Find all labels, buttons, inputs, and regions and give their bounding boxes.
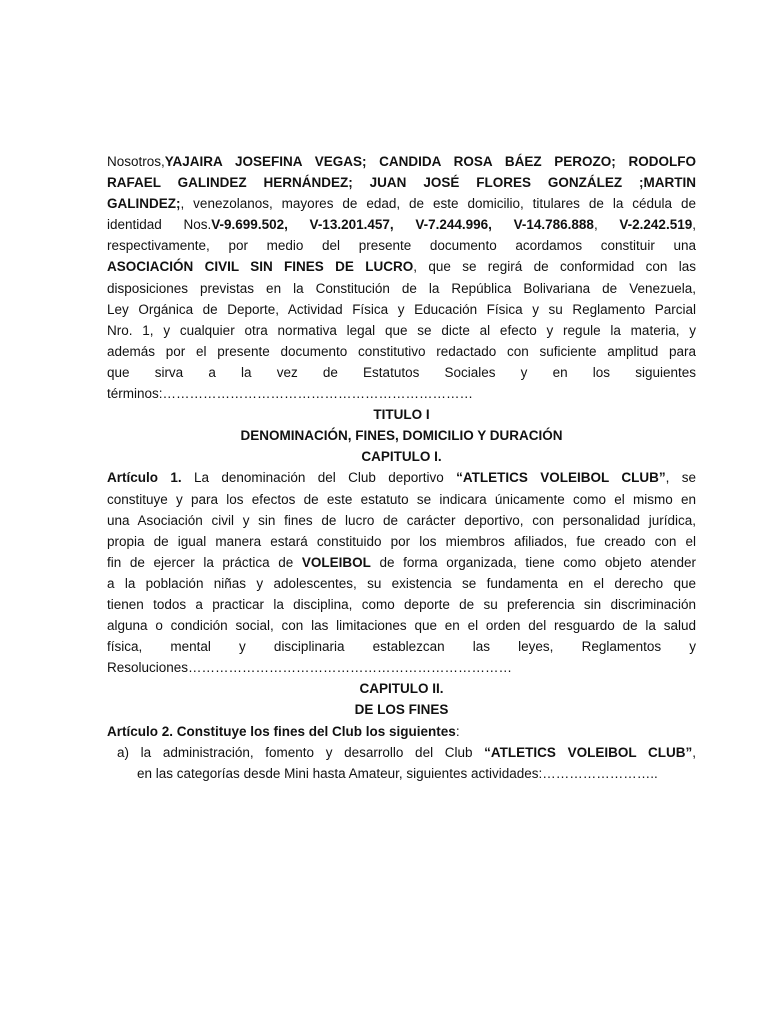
text-line: Artículo 1. La denominación del Club deportivo “ATLETICS VOLEIBOL CLUB”, se: [107, 470, 696, 486]
text-line: términos:……………………………………………………………: [107, 386, 474, 402]
text-line: alguna o condición social, con las limitaciones que en el orden del resguardo de la salud: [107, 618, 696, 634]
list-item-a: [107, 742, 696, 784]
text-line: en las categorías desde Mini hasta Amateur, siguientes actividades:……………………..: [137, 765, 658, 781]
text-line: tienen todos a practicar la disciplina, como deporte de su preferencia sin discriminación: [107, 596, 696, 612]
chapter-heading: CAPITULO I.: [361, 449, 442, 465]
text-line: Resoluciones………………………………………………………………: [107, 660, 513, 676]
section-heading: DE LOS FINES: [354, 702, 449, 718]
text-line: ASOCIACIÓN CIVIL SIN FINES DE LUCRO, que se regirá de conformidad con las: [107, 259, 696, 275]
article-2-title: Artículo 2. Constituye los fines del Club los siguientes:: [107, 723, 460, 739]
text-line: Nosotros,YAJAIRA JOSEFINA VEGAS; CANDIDA ROSA BÁEZ PEROZO; RODOLFO: [107, 154, 696, 169]
intro-paragraph: [107, 151, 696, 404]
title-heading: TITULO I: [373, 407, 430, 423]
text-line: a la población niñas y adolescentes, su existencia se fundamenta en el derecho que: [107, 575, 696, 591]
chapter-heading: CAPITULO II.: [359, 681, 444, 697]
text-line: identidad Nos.V-9.699.502, V-13.201.457, V-7.244.996, V-14.786.888, V-2.242.519,: [107, 217, 696, 233]
text-line: Ley Orgánica de Deporte, Actividad Física y Educación Física y su Reglamento Parcial: [107, 301, 696, 317]
text-line: RAFAEL GALINDEZ HERNÁNDEZ; JUAN JOSÉ FLORES GONZÁLEZ ;MARTIN: [107, 175, 696, 191]
text-line: una Asociación civil y sin fines de lucro de carácter deportivo, con personalidad jurídica,: [107, 512, 696, 528]
text-line: respectivamente, por medio del presente documento acordamos constituir una: [107, 238, 696, 254]
article-1: [107, 467, 696, 678]
text-line: GALINDEZ;, venezolanos, mayores de edad, de este domicilio, titulares de la cédula de: [107, 196, 696, 212]
text-line: propia de igual manera estará constituido por los miembros afiliados, fue creado con el: [107, 533, 696, 549]
text-line: Nro. 1, y cualquier otra normativa legal que se dicte al efecto y regule la materia, y: [107, 322, 696, 338]
text-line: fin de ejercer la práctica de VOLEIBOL de forma organizada, tiene como objeto atender: [107, 554, 696, 570]
text-line: a) la administración, fomento y desarrollo del Club “ATLETICS VOLEIBOL CLUB”,: [117, 744, 696, 760]
text-line: física, mental y disciplinaria establezcan las leyes, Reglamentos y: [107, 639, 696, 655]
text-line: constituye y para los efectos de este estatuto se indicara únicamente como el mismo en: [107, 491, 696, 507]
text-line: además por el presente documento constitutivo redactado con suficiente amplitud para: [107, 343, 696, 359]
text-line: disposiciones previstas en la Constitución de la República Bolivariana de Venezuela,: [107, 280, 696, 296]
section-heading: DENOMINACIÓN, FINES, DOMICILIO Y DURACIÓN: [240, 428, 563, 444]
text-line: que sirva a la vez de Estatutos Sociales y en los siguientes: [107, 364, 696, 380]
